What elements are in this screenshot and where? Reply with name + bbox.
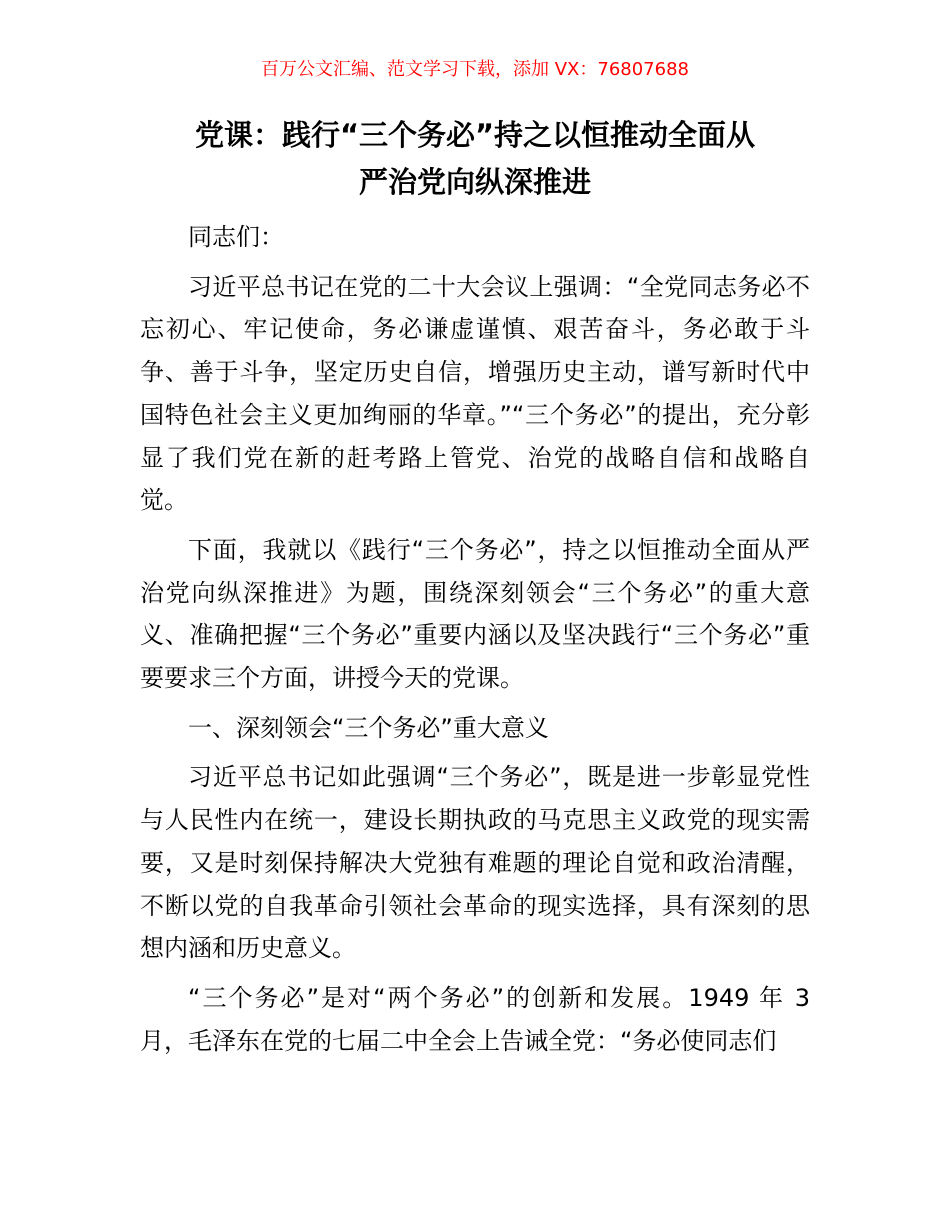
section-heading: 一、深刻领会“三个务必”重大意义	[188, 713, 549, 742]
body-paragraph: “三个务必”是对“两个务必”的创新和发展。1949 年 3 月，毛泽东在党的七届二中全会上告诫全党：“务必使同志们	[140, 983, 810, 1055]
header-watermark-note: 百万公文汇编、范文学习下载，添加 VX：76807688	[261, 59, 689, 80]
document-title	[140, 112, 810, 206]
salutation-paragraph: 同志们：	[188, 223, 284, 251]
title-line-2: 严治党向纵深推进	[358, 165, 591, 199]
title-line-1: 党课：践行“三个务必”持之以恒推动全面从	[194, 118, 756, 152]
body-paragraph: 下面，我就以《践行“三个务必”，持之以恒推动全面从严治党向纵深推进》为题，围绕深刻领会“三个务必”的重大意义、准确把握“三个务必”重要内涵以及坚决践行“三个务必”重要要求三个方面，讲授今天的党课。	[140, 535, 810, 693]
body-paragraph: 习近平总书记如此强调“三个务必”，既是进一步彰显党性与人民性内在统一，建设长期执政的马克思主义政党的现实需要，又是时刻保持解决大党独有难题的理论自觉和政治清醒，不断以党的自我革命引领社会革命的现实选择，具有深刻的思想内涵和历史意义。	[140, 763, 810, 963]
document-body	[140, 216, 810, 1069]
body-paragraph: 习近平总书记在党的二十大会议上强调：“全党同志务必不忘初心、牢记使命，务必谦虚谨慎、艰苦奋斗，务必敢于斗争、善于斗争，坚定历史自信，增强历史主动，谱写新时代中国特色社会主义更加绚丽的华章。”“三个务必”的提出，充分彰显了我们党在新的赶考路上管党、治党的战略自信和战略自觉。	[140, 272, 810, 515]
